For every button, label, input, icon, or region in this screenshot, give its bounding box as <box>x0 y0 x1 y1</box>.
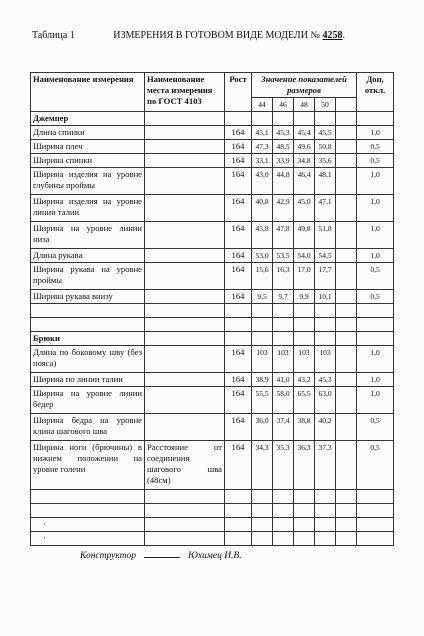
measure-value: 15,6 <box>252 263 273 290</box>
measure-height: 164 <box>225 222 252 249</box>
col-header-values: Значение показателей размеров <box>252 73 357 98</box>
measure-value <box>336 387 357 414</box>
measure-value: 53,5 <box>273 249 294 263</box>
measure-value: 47,8 <box>273 222 294 249</box>
measure-value: 55,5 <box>252 387 273 414</box>
measure-value: 53,0 <box>252 249 273 263</box>
measure-value: 47,1 <box>315 195 336 222</box>
measure-value: 41,0 <box>273 373 294 387</box>
title-end: . <box>342 30 345 41</box>
measure-place: Расстояние от соединения шагового шва (48см) <box>145 441 225 490</box>
measure-value: 10,1 <box>315 290 336 304</box>
measure-value: 54,0 <box>294 249 315 263</box>
measure-tolerance: 0,5 <box>357 414 394 441</box>
measure-name: Ширина ноги (брючины) в нижнем положении на уровне голени <box>31 441 145 490</box>
measure-name: Ширина рукава внизу <box>31 290 145 304</box>
measure-value <box>336 414 357 441</box>
measure-value <box>336 373 357 387</box>
blank-row <box>31 304 394 318</box>
measure-tolerance: 1,0 <box>357 249 394 263</box>
measure-place <box>145 154 225 168</box>
measure-value: 17,7 <box>315 263 336 290</box>
measure-place <box>145 195 225 222</box>
blank-row <box>31 318 394 332</box>
measure-height: 164 <box>225 195 252 222</box>
measure-height: 164 <box>225 140 252 154</box>
measure-value: 103 <box>273 346 294 373</box>
measure-value: 36,0 <box>252 414 273 441</box>
blank-row: · <box>31 532 394 546</box>
table-row <box>31 222 394 249</box>
measure-place <box>145 140 225 154</box>
measure-value: 45,5 <box>315 126 336 140</box>
measure-value: 65,5 <box>294 387 315 414</box>
col-header-place: Наименование места измерения по ГОСТ 4103 <box>145 73 225 112</box>
signature-line <box>144 549 180 558</box>
measure-name: Ширина спинки <box>31 154 145 168</box>
measure-value: 36,3 <box>294 441 315 490</box>
measure-tolerance: 1,0 <box>357 168 394 195</box>
measure-value: 58,0 <box>273 387 294 414</box>
model-number: 4258 <box>322 30 343 41</box>
measure-value: 45,3 <box>315 373 336 387</box>
measure-tolerance: 1,0 <box>357 126 394 140</box>
section-title: Джемпер <box>31 112 145 126</box>
measure-value: 16,3 <box>273 263 294 290</box>
table-row <box>31 346 394 373</box>
measure-height: 164 <box>225 249 252 263</box>
measure-place <box>145 387 225 414</box>
measure-height: 164 <box>225 346 252 373</box>
measure-value <box>336 222 357 249</box>
measure-value <box>336 346 357 373</box>
col-header-name: Наименование измерения <box>31 73 145 112</box>
size-cell: 46 <box>273 98 294 112</box>
measure-tolerance: 0,5 <box>357 154 394 168</box>
measure-value: 34,8 <box>294 154 315 168</box>
measure-value: 40,8 <box>252 195 273 222</box>
measure-value: 63,0 <box>315 387 336 414</box>
measure-value: 54,5 <box>315 249 336 263</box>
size-cell <box>336 98 357 112</box>
measure-value: 51,8 <box>315 222 336 249</box>
measure-place <box>145 249 225 263</box>
blank-row <box>31 504 394 518</box>
measure-value: 103 <box>252 346 273 373</box>
measure-height: 164 <box>225 290 252 304</box>
measure-value: 38,8 <box>294 414 315 441</box>
measure-name: Ширина изделия на уровне линии талии <box>31 195 145 222</box>
measure-value: 17,0 <box>294 263 315 290</box>
signature-block <box>80 549 242 561</box>
measure-place <box>145 222 225 249</box>
table-row <box>31 263 394 290</box>
measure-value: 37,3 <box>315 441 336 490</box>
measure-value <box>336 195 357 222</box>
measure-height: 164 <box>225 414 252 441</box>
section-title: Брюки <box>31 332 145 346</box>
measure-name: Ширина плеч <box>31 140 145 154</box>
measure-name: Длина по боковому шву (без пояса) <box>31 346 145 373</box>
measure-value: 9,5 <box>252 290 273 304</box>
measure-tolerance: 1,0 <box>357 373 394 387</box>
size-cell: 48 <box>294 98 315 112</box>
document-title <box>32 30 345 41</box>
measure-value <box>336 263 357 290</box>
measure-value: 45,3 <box>273 126 294 140</box>
measure-place <box>145 290 225 304</box>
measure-tolerance: 1,0 <box>357 387 394 414</box>
table-row <box>31 126 394 140</box>
table-row <box>31 140 394 154</box>
measure-value: 103 <box>294 346 315 373</box>
table-label: Таблица 1 <box>32 30 75 41</box>
size-cell: 44 <box>252 98 273 112</box>
measure-value: 38,9 <box>252 373 273 387</box>
measure-value: 45,4 <box>294 126 315 140</box>
measure-value <box>336 154 357 168</box>
measure-value: 45,8 <box>252 222 273 249</box>
measure-tolerance: 0,5 <box>357 441 394 490</box>
measure-value <box>336 290 357 304</box>
measure-tolerance: 1,0 <box>357 222 394 249</box>
col-header-dop: Доп, откл. <box>357 73 394 112</box>
signature-label: Конструктор <box>80 551 137 561</box>
measure-value: 50,8 <box>315 140 336 154</box>
measure-value: 49,8 <box>294 222 315 249</box>
measure-value: 48,1 <box>315 168 336 195</box>
title-text: ИЗМЕРЕНИЯ В ГОТОВОМ ВИДЕ МОДЕЛИ № <box>113 30 320 41</box>
measure-tolerance: 0,5 <box>357 263 394 290</box>
measure-value: 47,3 <box>252 140 273 154</box>
blank-row: · <box>31 518 394 532</box>
measure-value: 37,4 <box>273 414 294 441</box>
table-row <box>31 290 394 304</box>
signature-name: Юхимец И.В. <box>188 551 242 561</box>
measure-value: 44,8 <box>273 168 294 195</box>
measure-value: 33,1 <box>252 154 273 168</box>
measure-tolerance: 1,0 <box>357 346 394 373</box>
measure-value: 35,3 <box>273 441 294 490</box>
measure-place <box>145 414 225 441</box>
header-row-1 <box>31 73 394 98</box>
measure-height: 164 <box>225 154 252 168</box>
measure-name: Ширина бедра на уровне клина шагового шва <box>31 414 145 441</box>
measure-name: Ширина рукава на уровне проймы <box>31 263 145 290</box>
measure-place <box>145 373 225 387</box>
measure-height: 164 <box>225 373 252 387</box>
measure-name: Длина спинки <box>31 126 145 140</box>
table-row <box>31 154 394 168</box>
table-row <box>31 441 394 490</box>
size-cell: 50 <box>315 98 336 112</box>
measure-place <box>145 126 225 140</box>
col-header-height: Рост <box>225 73 252 112</box>
measure-value: 43,0 <box>252 168 273 195</box>
measure-tolerance: 1,0 <box>357 195 394 222</box>
measure-height: 164 <box>225 387 252 414</box>
measure-name: Ширина на уровне линии низа <box>31 222 145 249</box>
measure-value <box>336 140 357 154</box>
measure-height: 164 <box>225 168 252 195</box>
measure-place <box>145 168 225 195</box>
measure-place <box>145 346 225 373</box>
measure-value: 9,7 <box>273 290 294 304</box>
measure-place <box>145 263 225 290</box>
measure-value <box>336 168 357 195</box>
measure-value <box>336 249 357 263</box>
measure-value <box>336 441 357 490</box>
section-row-trousers <box>31 332 394 346</box>
measure-height: 164 <box>225 263 252 290</box>
measure-value: 46,4 <box>294 168 315 195</box>
measure-tolerance: 0,5 <box>357 140 394 154</box>
table-row <box>31 249 394 263</box>
measure-height: 164 <box>225 441 252 490</box>
measure-name: Ширина изделия на уровне глубины проймы <box>31 168 145 195</box>
table-row <box>31 387 394 414</box>
table-row <box>31 195 394 222</box>
measurements-table <box>30 72 394 546</box>
measure-value: 40,2 <box>315 414 336 441</box>
measure-value: 33,9 <box>273 154 294 168</box>
measure-value: 35,6 <box>315 154 336 168</box>
measure-value <box>336 126 357 140</box>
table-row <box>31 168 394 195</box>
table-row <box>31 414 394 441</box>
section-row-jumper <box>31 112 394 126</box>
measure-value: 45,0 <box>294 195 315 222</box>
measure-value: 45,1 <box>252 126 273 140</box>
measure-name: Ширина на уровне линии бедер <box>31 387 145 414</box>
measure-value: 9,9 <box>294 290 315 304</box>
measure-name: Ширина по линии талии <box>31 373 145 387</box>
measure-value: 48,5 <box>273 140 294 154</box>
measure-value: 42,9 <box>273 195 294 222</box>
measure-height: 164 <box>225 126 252 140</box>
measure-value: 34,3 <box>252 441 273 490</box>
table-row <box>31 373 394 387</box>
measure-value: 103 <box>315 346 336 373</box>
measure-tolerance: 0,5 <box>357 290 394 304</box>
measure-name: Длина рукава <box>31 249 145 263</box>
measure-value: 49,6 <box>294 140 315 154</box>
measure-value: 43,2 <box>294 373 315 387</box>
blank-row <box>31 490 394 504</box>
